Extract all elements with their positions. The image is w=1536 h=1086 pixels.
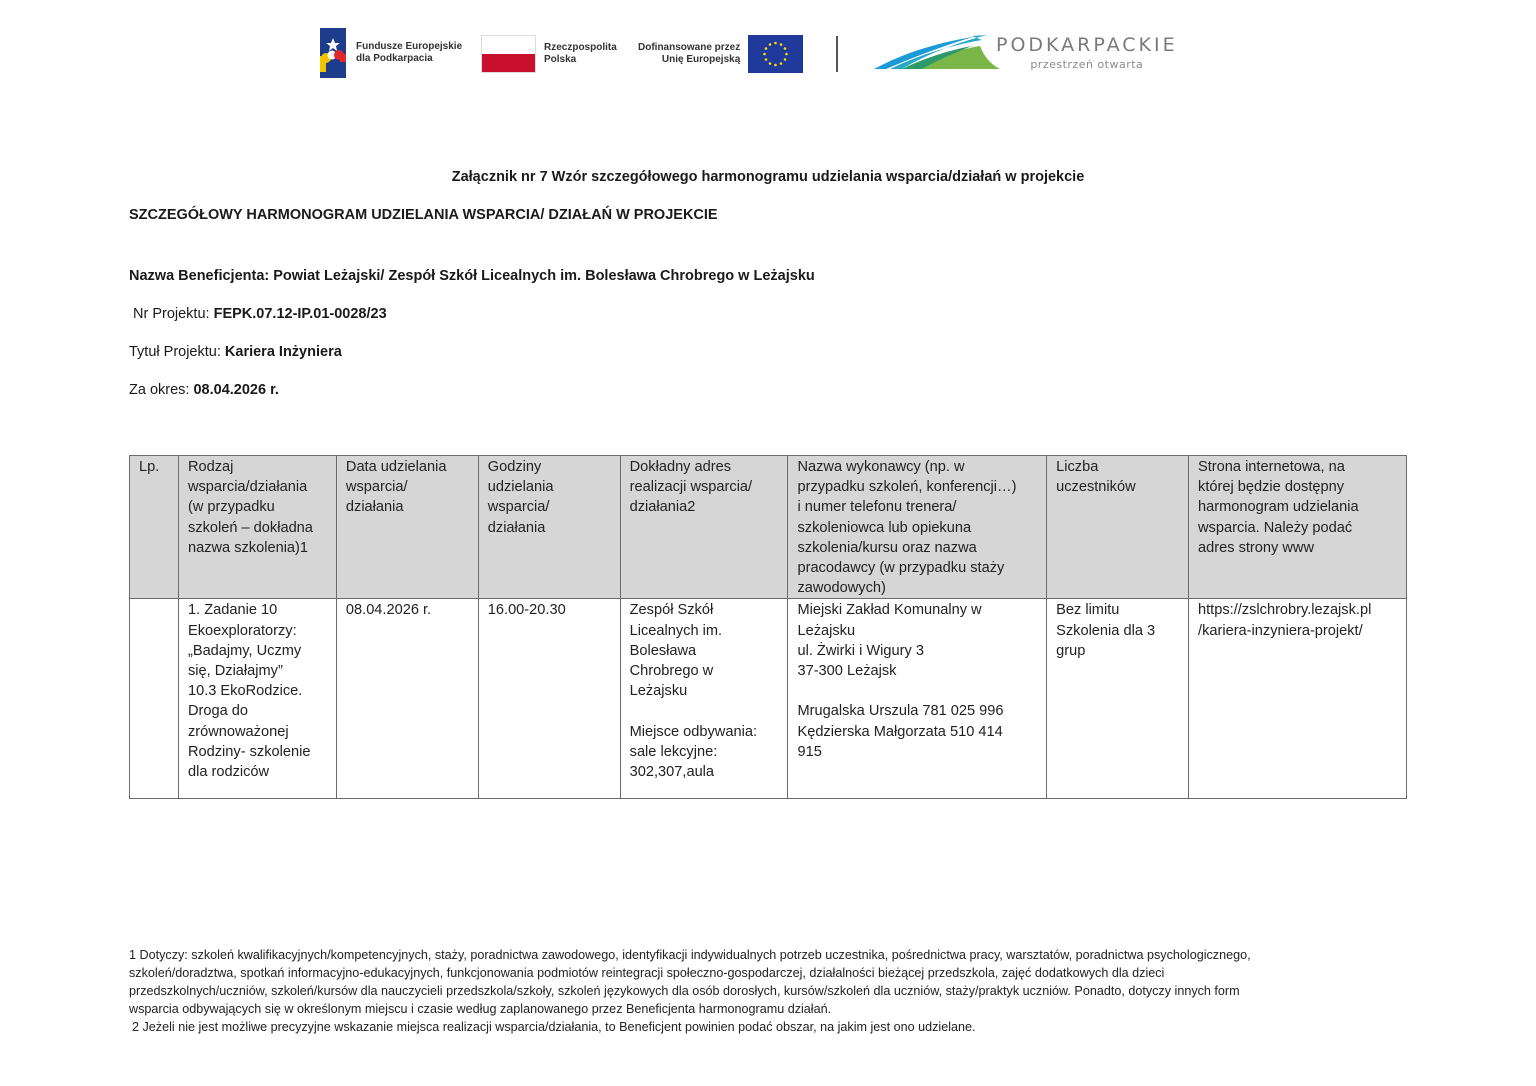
text-line: https://zslchrobry.lezajsk.pl bbox=[1198, 602, 1372, 619]
text-line: przedszkolnych/uczniów, szkoleń/kursów dla nauczycieli przedszkola/szkoły, szkoleń językowych dla osób dorosłych, kursów/szkoleń dla uczniów, staży/praktyk uczniów. Ponadto, dotyczy innych form bbox=[129, 984, 1240, 998]
text-line: 1 Dotyczy: szkoleń kwalifikacyjnych/kompetencyjnych, staży, poradnictwa zawodowego, identyfikacji indywidualnych potrzeb uczestnika, pośrednictwa pracy, warsztatów, poradnictwa psychologicznego, bbox=[129, 948, 1251, 962]
text-line: Droga do bbox=[187, 703, 249, 720]
text-line: Liczba bbox=[1056, 459, 1099, 475]
text-line: się, Działajmy” bbox=[187, 663, 283, 680]
text-line: Kędzierska Małgorzata 510 414 bbox=[797, 723, 1003, 740]
header-hours bbox=[478, 456, 620, 599]
text-line: przypadku szkoleń, konferencji…) bbox=[797, 479, 1017, 496]
cell-support-type bbox=[178, 599, 336, 799]
document-title: SZCZEGÓŁOWY HARMONOGRAM UDZIELANIA WSPARCIA/ DZIAŁAŃ W PROJEKCIE bbox=[129, 207, 718, 223]
text-line: Rodzaj bbox=[187, 459, 234, 475]
text-line: szkoleń/doradztwa, spotkań informacyjno-edukacyjnych, funkcjonowania podmiotów reintegracji społeczno-gospodarczej, działalności bieżącej przedszkola, zajęć dodatkowych dla dzieci bbox=[129, 966, 1165, 980]
header-address bbox=[620, 456, 788, 599]
text-line: Data udzielania bbox=[345, 459, 447, 475]
rp-logo-line2: Polska bbox=[544, 54, 577, 65]
text-line: 37-300 Leżajsk bbox=[797, 663, 897, 680]
header-lp bbox=[130, 456, 179, 599]
text-line: działania bbox=[345, 499, 404, 516]
text-line: adres strony www bbox=[1198, 539, 1314, 556]
fe-logo-line1: Fundusze Europejskie bbox=[356, 41, 463, 52]
text-line: Mrugalska Urszula 781 025 996 bbox=[797, 703, 1004, 720]
project-number-value: FEPK.07.12-IP.01-0028/23 bbox=[213, 306, 387, 322]
beneficiary-value: Powiat Leżajski/ Zespół Szkół Licealnych im. Bolesława Chrobrego w Leżajsku bbox=[273, 268, 815, 284]
text-line: Leżajsku bbox=[629, 683, 688, 700]
fe-flag-icon bbox=[320, 28, 346, 78]
text-line: (w przypadku bbox=[187, 499, 275, 516]
text-line: dla rodziców bbox=[187, 764, 270, 781]
text-line: Szkolenia dla 3 bbox=[1056, 622, 1156, 639]
cell-date: 08.04.2026 r. bbox=[336, 599, 478, 799]
text-line: 10.3 EkoRodzice. bbox=[187, 683, 303, 700]
text-line: pracodawcy (w przypadku staży bbox=[797, 560, 1005, 577]
text-line: której będzie dostępny bbox=[1198, 479, 1345, 496]
text-line: Leżajsku bbox=[797, 622, 856, 639]
text-line: sale lekcyjne: bbox=[629, 743, 718, 760]
cell-lp bbox=[130, 599, 179, 799]
header-participants bbox=[1047, 456, 1189, 599]
header-contractor bbox=[788, 456, 1047, 599]
text-line: i numer telefonu trenera/ bbox=[797, 499, 957, 516]
rp-logo bbox=[481, 35, 617, 73]
text-line: Bez limitu bbox=[1056, 602, 1120, 619]
text-line bbox=[797, 681, 1037, 701]
annex-title: Załącznik nr 7 Wzór szczegółowego harmonogramu udzielania wsparcia/działań w projekcie bbox=[451, 169, 1085, 185]
text-line: wsparcia odbywających się w określonym miejscu i czasie według zaplanowanego przez Beneficjenta harmonogramu działań. bbox=[129, 1002, 832, 1016]
eu-logo-line1: Dofinansowane przez bbox=[638, 42, 741, 53]
text-line: Miejski Zakład Komunalny w bbox=[797, 602, 982, 619]
project-title-label: Tytuł Projektu: bbox=[129, 344, 221, 360]
text-line: harmonogram udzielania bbox=[1198, 499, 1359, 516]
text-line: Godziny bbox=[487, 459, 542, 475]
footnote-2: 2 Jeżeli nie jest możliwe precyzyjne wskazanie miejsca realizacji wsparcia/działania, to Beneficjent powinien podać obszar, na jakim jest ono udzielane. bbox=[132, 1020, 976, 1034]
period-label: Za okres: bbox=[129, 382, 190, 398]
text-line: szkoleniowca lub opiekuna bbox=[797, 519, 972, 536]
text-line: Nazwa wykonawcy (np. w bbox=[797, 459, 965, 475]
text-line: Rodziny- szkolenie bbox=[187, 743, 311, 760]
cell-contractor bbox=[788, 599, 1047, 799]
text-line: Chrobrego w bbox=[629, 663, 714, 680]
text-line: grup bbox=[1056, 642, 1086, 659]
text-line: Ekoexploratorzy: bbox=[187, 622, 297, 639]
text-line: Strona internetowa, na bbox=[1198, 459, 1345, 475]
rp-logo-line1: Rzeczpospolita bbox=[544, 42, 617, 53]
fe-logo-line2: dla Podkarpacia bbox=[356, 53, 433, 64]
text-line: wsparcia/działania bbox=[187, 479, 308, 496]
podkarpackie-tagline: przestrzeń otwarta bbox=[1030, 57, 1144, 71]
eu-logo bbox=[638, 35, 803, 73]
header-logos bbox=[312, 22, 1188, 86]
eu-logo-line2: Unię Europejską bbox=[661, 54, 741, 65]
podkarpackie-logo bbox=[872, 32, 1178, 72]
beneficiary-line bbox=[129, 268, 815, 284]
text-line: 302,307,aula bbox=[629, 764, 715, 781]
header-website bbox=[1189, 456, 1407, 599]
table-header-row bbox=[130, 456, 1407, 599]
text-line: zrównoważonej bbox=[187, 723, 289, 740]
cell-address bbox=[620, 599, 788, 799]
text-line: Zespół Szkół bbox=[629, 602, 714, 619]
cell-participants bbox=[1047, 599, 1189, 799]
podkarpackie-name: PODKARPACKIE bbox=[996, 33, 1178, 56]
project-number-label: Nr Projektu: bbox=[133, 306, 210, 322]
footnotes bbox=[129, 946, 1409, 1036]
eu-flag-icon bbox=[748, 35, 803, 73]
text-line: zawodowych) bbox=[797, 580, 886, 597]
text-line: nazwa szkolenia)1 bbox=[187, 539, 309, 556]
text-line: ul. Żwirki i Wigury 3 bbox=[797, 642, 924, 659]
logo-divider bbox=[836, 36, 838, 72]
text-line bbox=[630, 701, 779, 721]
text-line: Dokładny adres bbox=[629, 459, 732, 475]
podkarpackie-hills-icon bbox=[872, 32, 1004, 72]
schedule-table bbox=[129, 455, 1407, 799]
cell-website[interactable] bbox=[1189, 599, 1407, 799]
text-line: działania bbox=[487, 519, 546, 536]
text-line: działania2 bbox=[629, 499, 696, 516]
period-value: 08.04.2026 r. bbox=[193, 382, 279, 398]
text-line: 1. Zadanie 10 bbox=[187, 602, 278, 619]
text-line: Miejsce odbywania: bbox=[629, 723, 757, 740]
text-line: udzielania bbox=[487, 479, 554, 496]
text-line: 915 bbox=[797, 743, 822, 760]
text-line: uczestników bbox=[1056, 479, 1136, 496]
beneficiary-label: Nazwa Beneficjenta: bbox=[129, 268, 270, 284]
text-line: realizacji wsparcia/ bbox=[629, 479, 753, 496]
text-line: wsparcia/ bbox=[345, 479, 408, 496]
fe-logo bbox=[320, 28, 462, 78]
project-title-value: Kariera Inżyniera bbox=[224, 344, 342, 360]
text-line: wsparcia. Należy podać bbox=[1198, 519, 1353, 536]
text-line: wsparcia/ bbox=[487, 499, 550, 516]
text-line: /kariera-inzyniera-projekt/ bbox=[1198, 622, 1363, 639]
text-line: „Badajmy, Uczmy bbox=[187, 642, 302, 659]
text-line: Licealnych im. bbox=[629, 622, 723, 639]
text-line: szkolenia/kursu oraz nazwa bbox=[797, 539, 977, 556]
project-number-line bbox=[133, 306, 387, 322]
text-line: Bolesława bbox=[629, 642, 697, 659]
table-row bbox=[130, 599, 1407, 799]
header-support-type bbox=[178, 456, 336, 599]
cell-hours: 16.00-20.30 bbox=[478, 599, 620, 799]
footnote-1 bbox=[129, 946, 1409, 1018]
polish-flag-icon bbox=[481, 35, 536, 73]
period-line bbox=[129, 382, 279, 398]
text-line: Lp. bbox=[139, 459, 160, 475]
header-date bbox=[336, 456, 478, 599]
text-line: szkoleń – dokładna bbox=[187, 519, 313, 536]
project-title-line bbox=[129, 344, 342, 360]
